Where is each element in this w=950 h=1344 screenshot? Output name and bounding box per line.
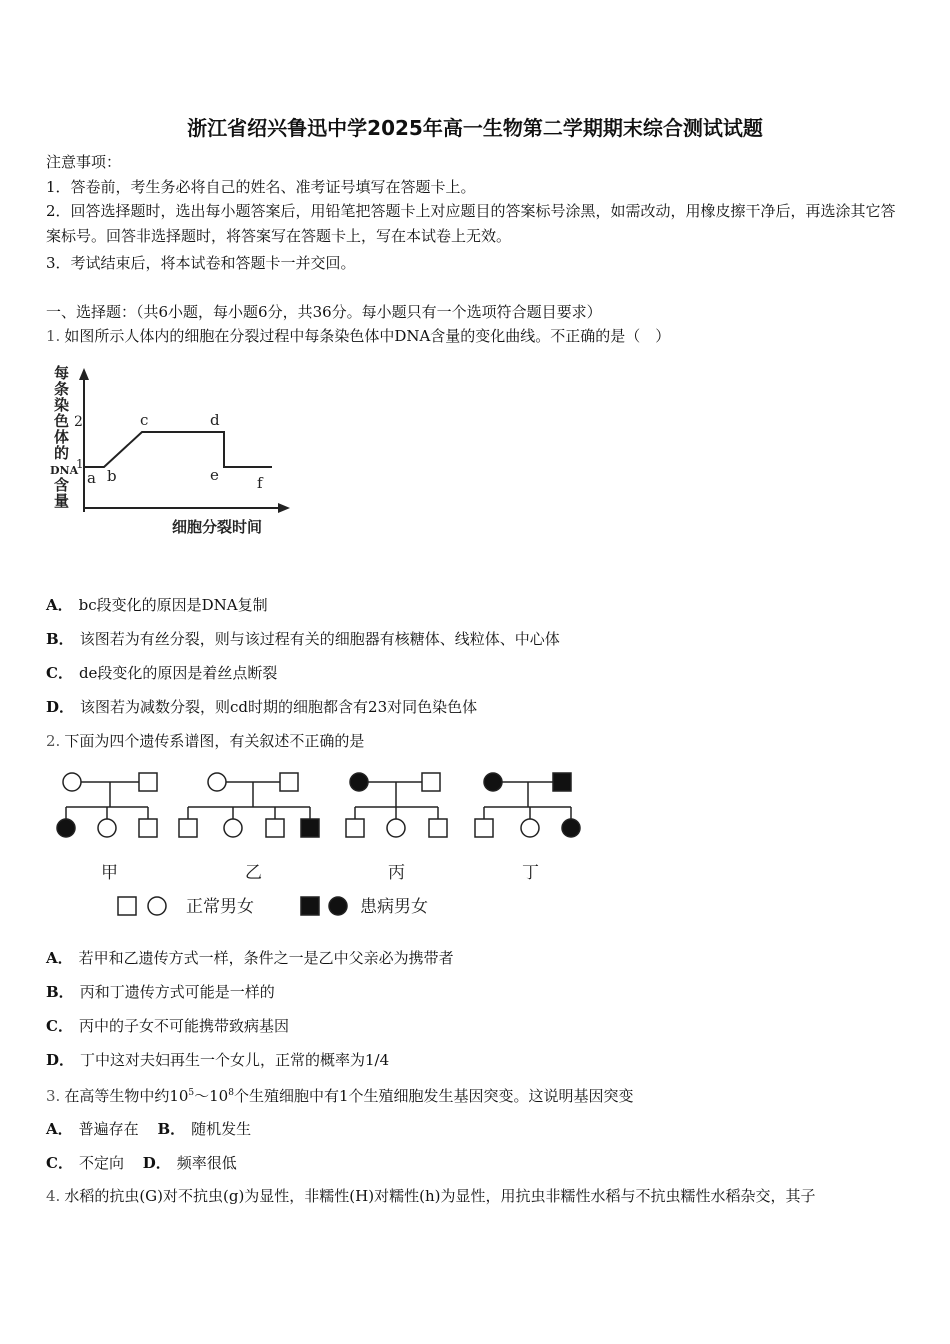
question-3-stem <box>46 1083 634 1106</box>
y-axis-arrow <box>79 368 89 380</box>
legend-affected-female-icon <box>329 897 347 915</box>
option-text: 频率很低 <box>176 1154 237 1172</box>
option-label: A． <box>46 596 73 614</box>
point-a: a <box>87 469 96 487</box>
option-label: A． <box>46 1120 73 1138</box>
dna-content-graph <box>46 362 306 542</box>
pedigree-label-yi: 乙 <box>245 863 262 883</box>
option-text: bc段变化的原因是DNA复制 <box>78 596 268 614</box>
option-text: 随机发生 <box>191 1120 252 1138</box>
q2-option-d[interactable] <box>46 1049 389 1070</box>
legend-normal-label: 正常男女 <box>186 897 254 917</box>
q1-option-d[interactable] <box>46 696 477 717</box>
question-text: 水稻的抗虫(G)对不抗虫(g)为显性，非糯性(H)对糯性(h)为显性，用抗虫非糯性水稻与不抗虫糯性水稻杂交，其子 <box>64 1187 816 1205</box>
x-axis-arrow <box>278 503 290 513</box>
notice-item-3: 3．考试结束后，将本试卷和答题卡一并交回。 <box>46 254 356 272</box>
pedigree-yi <box>179 773 319 837</box>
q1-option-a[interactable] <box>46 594 268 615</box>
legend-normal-male-icon <box>118 897 136 915</box>
legend-affected-male-icon <box>301 897 319 915</box>
option-text: 丙和丁遗传方式可能是一样的 <box>79 983 275 1001</box>
question-text: ～10 <box>194 1087 229 1105</box>
option-text: 普遍存在 <box>78 1120 139 1138</box>
question-4-stem <box>46 1186 815 1206</box>
question-text: 在高等生物中约10 <box>64 1087 189 1105</box>
point-b: b <box>107 467 117 485</box>
question-1-stem <box>46 326 670 346</box>
legend-affected-label: 患病男女 <box>360 897 428 917</box>
question-number: 1. <box>46 327 61 345</box>
pedigree-bing <box>346 773 447 837</box>
point-e: e <box>210 466 219 484</box>
option-label: C． <box>46 1154 73 1172</box>
pedigree-label-jia: 甲 <box>101 863 118 883</box>
option-label: C． <box>46 1017 73 1035</box>
pedigree-label-ding: 丁 <box>522 863 539 883</box>
option-text: 若甲和乙遗传方式一样，条件之一是乙中父亲必为携带者 <box>78 949 454 967</box>
question-text: 个生殖细胞中有1个生殖细胞发生基因突变。这说明基因突变 <box>233 1087 634 1105</box>
option-text: 不定向 <box>78 1154 124 1172</box>
q2-option-c[interactable] <box>46 1015 289 1036</box>
option-text: 该图若为减数分裂，则cd时期的细胞都含有23对同色染色体 <box>80 698 478 716</box>
option-text: 丁中这对夫妇再生一个女儿，正常的概率为1/4 <box>80 1051 390 1069</box>
option-label: D． <box>46 698 75 716</box>
notice-item-2: 2．回答选择题时，选出每小题答案后，用铅笔把答题卡上对应题目的答案标号涂黑，如需改动，用橡皮擦干净后，再选涂其它答案标号。回答非选择题时，将答案写在答题卡上，写在本试卷上无效。 <box>46 202 896 245</box>
pedigree-label-bing: 丙 <box>388 863 405 883</box>
section-heading: 一、选择题：（共6小题，每小题6分，共36分。每小题只有一个选项符合题目要求） <box>46 303 602 321</box>
question-number: 3. <box>46 1087 61 1105</box>
tick-2: 2 <box>74 414 83 430</box>
q3-option-c[interactable] <box>46 1154 124 1172</box>
q3-option-a[interactable] <box>46 1120 139 1138</box>
pedigree-ding <box>475 773 580 837</box>
dna-curve <box>84 432 272 467</box>
point-c: c <box>140 411 149 429</box>
option-label: B． <box>157 1120 186 1138</box>
page-title: 浙江省绍兴鲁迅中学2025年高一生物第二学期期末综合测试试题 <box>187 116 763 140</box>
q3-option-b[interactable] <box>157 1120 251 1138</box>
point-f: f <box>257 474 263 492</box>
option-label: A． <box>46 949 73 967</box>
q3-option-d[interactable] <box>143 1154 237 1172</box>
q3-options-row-1 <box>46 1118 251 1139</box>
notice-item-1: 1．答卷前，考生务必将自己的姓名、准考证号填写在答题卡上。 <box>46 178 476 196</box>
q1-option-b[interactable] <box>46 628 560 649</box>
option-label: D． <box>142 1154 171 1172</box>
graph-ylabel: 每条染色体的 DNA 含量 <box>50 364 79 510</box>
question-number: 2. <box>46 732 61 750</box>
option-text: 丙中的子女不可能携带致病基因 <box>78 1017 289 1035</box>
legend-normal-female-icon <box>148 897 166 915</box>
exponent: 8 <box>228 1088 234 1098</box>
option-label: C． <box>46 664 73 682</box>
question-number: 4. <box>46 1187 61 1205</box>
q3-options-row-2 <box>46 1152 237 1173</box>
pedigree-jia <box>57 773 157 837</box>
option-text: 该图若为有丝分裂，则与该过程有关的细胞器有核糖体、线粒体、中心体 <box>79 630 560 648</box>
option-label: B． <box>46 983 74 1001</box>
option-label: B． <box>46 630 74 648</box>
question-2-stem <box>46 731 364 751</box>
question-text: 如图所示人体内的细胞在分裂过程中每条染色体中DNA含量的变化曲线。不正确的是（ ） <box>64 327 671 345</box>
question-text: 下面为四个遗传系谱图，有关叙述不正确的是 <box>64 732 365 750</box>
notice-heading: 注意事项： <box>46 153 122 171</box>
option-text: de段变化的原因是着丝点断裂 <box>78 664 278 682</box>
q2-option-a[interactable] <box>46 947 454 968</box>
q1-option-c[interactable] <box>46 662 277 683</box>
pedigree-charts <box>46 760 606 925</box>
point-d: d <box>210 411 220 429</box>
exponent: 5 <box>188 1088 195 1098</box>
q2-option-b[interactable] <box>46 981 275 1002</box>
graph-xlabel: 细胞分裂时间 <box>172 518 263 536</box>
tick-1: 1 <box>76 457 84 471</box>
option-label: D． <box>46 1051 75 1069</box>
